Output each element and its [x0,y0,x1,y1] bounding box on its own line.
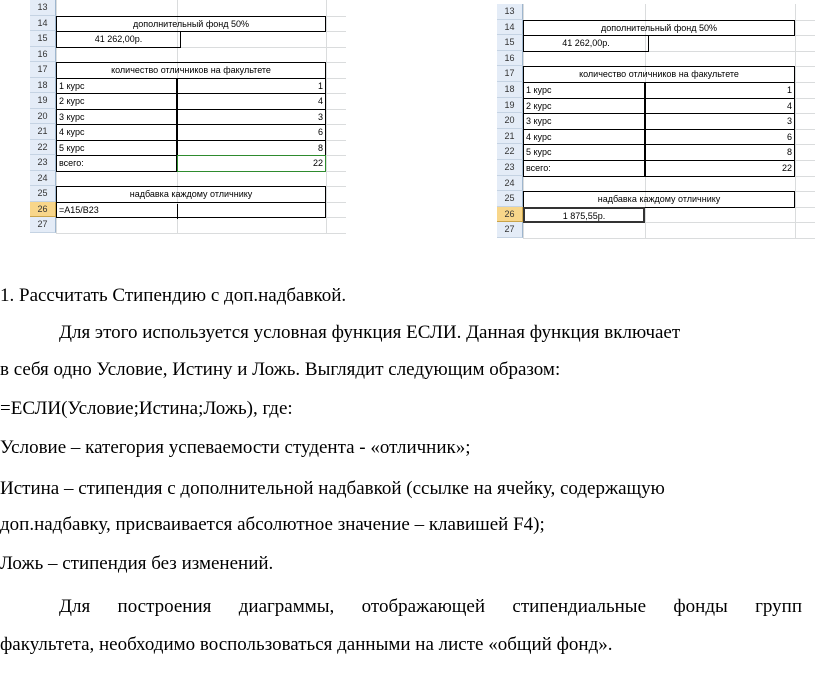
row-header[interactable]: 18 [30,78,56,94]
bonus-header-cell[interactable]: надбавка каждому отличнику [56,186,326,203]
right-spreadsheet [497,4,799,238]
truth-line-1: Истина – стипендия с дополнительной надбавкой (ссылке на ячейку, содержащую [0,478,665,499]
fund-value-cell[interactable]: 41 262,00р. [523,35,649,52]
row-header[interactable]: 25 [497,191,523,207]
row-header[interactable]: 15 [30,31,56,47]
truth-line-2: доп.надбавку, присваивается абсолютное значение – клавишей F4); [0,514,545,535]
course-value-cell[interactable]: 6 [177,124,326,141]
false-line: Ложь – стипендия без изменений. [0,553,274,574]
row-header[interactable]: 27 [30,217,56,233]
bonus-value-cell[interactable]: 1 875,55р. [523,207,645,224]
count-header-cell[interactable]: количество отличников на факультете [523,66,795,83]
course-value-cell[interactable]: 8 [177,140,326,157]
row-header[interactable]: 26 [30,202,56,218]
row-header[interactable]: 20 [30,109,56,125]
text-cursor [177,204,178,220]
fund-header-cell[interactable]: дополнительный фонд 50% [523,20,795,37]
row-header[interactable]: 22 [497,144,523,160]
course-value-cell[interactable]: 3 [645,113,795,130]
row-header[interactable]: 23 [497,160,523,176]
fund-value-cell[interactable]: 41 262,00р. [56,31,181,48]
paragraph-1-line-1: Для этого используется условная функция ЕСЛИ. Данная функция включает [59,322,681,343]
row-header[interactable]: 20 [497,113,523,129]
total-label-cell[interactable]: всего: [56,155,177,172]
course-label-cell[interactable]: 3 курс [523,113,645,130]
heading: 1. Рассчитать Стипендию с доп.надбавкой. [0,285,347,306]
course-label-cell[interactable]: 2 курс [523,98,645,115]
row-header[interactable]: 19 [497,98,523,114]
course-label-cell[interactable]: 1 курс [523,82,645,99]
row-header[interactable]: 13 [497,4,523,20]
paragraph-2-line-2: факультета, необходимо воспользоваться данными на листе «общий фонд». [0,634,613,655]
row-header[interactable]: 14 [30,16,56,32]
fund-header-cell[interactable]: дополнительный фонд 50% [56,16,326,33]
row-header[interactable]: 18 [497,82,523,98]
course-label-cell[interactable]: 4 курс [523,129,645,146]
row-header[interactable]: 16 [30,47,56,63]
row-header[interactable]: 13 [30,0,56,16]
course-value-cell[interactable]: 4 [177,93,326,110]
row-header[interactable]: 14 [497,20,523,36]
total-value-cell[interactable]: 22 [645,160,795,177]
row-header[interactable]: 24 [30,171,56,187]
course-label-cell[interactable]: 2 курс [56,93,177,110]
formula-cell[interactable]: =A15/B23 [56,202,326,219]
course-label-cell[interactable]: 1 курс [56,78,177,95]
row-header[interactable]: 21 [30,124,56,140]
row-header[interactable]: 17 [497,66,523,82]
bonus-header-cell[interactable]: надбавка каждому отличнику [523,191,795,208]
row-header[interactable]: 17 [30,62,56,78]
course-label-cell[interactable]: 4 курс [56,124,177,141]
paragraph-2-line-1: Для построения диаграммы, отображающей стипендиальные фонды групп [59,596,802,617]
course-label-cell[interactable]: 3 курс [56,109,177,126]
count-header-cell[interactable]: количество отличников на факультете [56,62,326,79]
total-value-cell[interactable]: 22 [177,155,326,172]
gridline [56,233,346,234]
row-header[interactable]: 16 [497,51,523,67]
row-header[interactable]: 15 [497,35,523,51]
paragraph-1-line-3: =ЕСЛИ(Условие;Истина;Ложь), где: [0,398,293,419]
course-label-cell[interactable]: 5 курс [523,144,645,161]
course-value-cell[interactable]: 1 [177,78,326,95]
left-spreadsheet [30,0,348,233]
row-header[interactable]: 25 [30,186,56,202]
row-header[interactable]: 24 [497,176,523,192]
course-value-cell[interactable]: 1 [645,82,795,99]
row-header[interactable]: 23 [30,155,56,171]
course-value-cell[interactable]: 6 [645,129,795,146]
gridline [523,238,815,239]
course-value-cell[interactable]: 8 [645,144,795,161]
paragraph-1-line-2: в себя одно Условие, Истину и Ложь. Выглядит следующим образом: [0,359,561,380]
total-label-cell[interactable]: всего: [523,160,645,177]
row-header[interactable]: 26 [497,207,523,223]
row-header[interactable]: 27 [497,222,523,238]
course-label-cell[interactable]: 5 курс [56,140,177,157]
row-header[interactable]: 21 [497,129,523,145]
row-header[interactable]: 22 [30,140,56,156]
course-value-cell[interactable]: 4 [645,98,795,115]
course-value-cell[interactable]: 3 [177,109,326,126]
row-header[interactable]: 19 [30,93,56,109]
condition-line: Условие – категория успеваемости студента - «отличник»; [0,437,471,458]
